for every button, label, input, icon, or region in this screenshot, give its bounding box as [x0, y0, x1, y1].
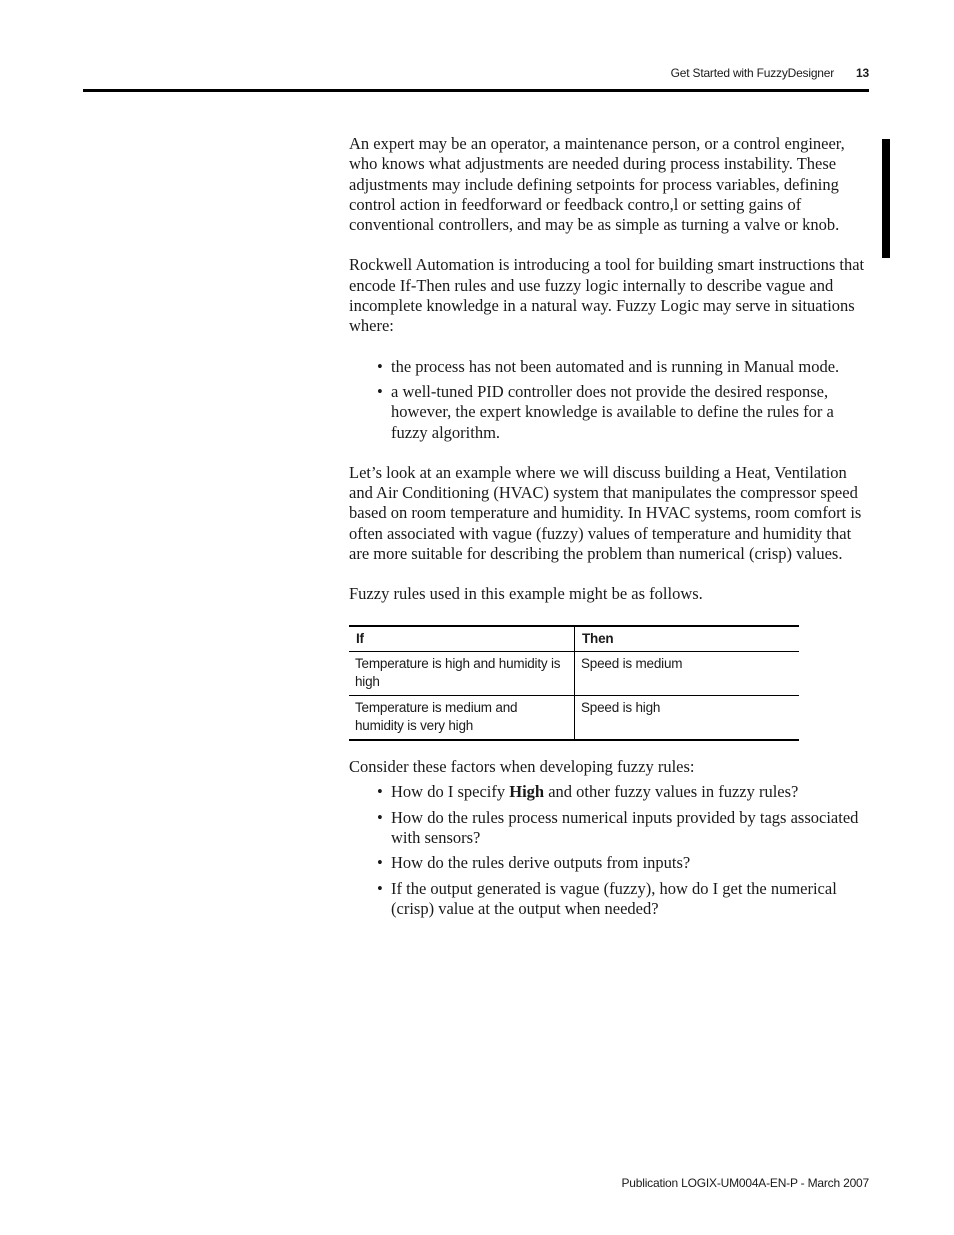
list-item: • the process has not been automated and is running in Manual mode.	[377, 356, 840, 376]
table-row	[349, 652, 799, 696]
body-text	[349, 134, 869, 939]
list-item: • How do the rules process numerical inputs provided by tags associated with sensors?	[377, 807, 859, 848]
paragraph-rules-intro: Fuzzy rules used in this example might be as follows.	[349, 584, 703, 604]
table-cell: Speed is high	[575, 696, 800, 741]
header-rule	[83, 89, 869, 92]
change-bar	[882, 139, 890, 258]
paragraph-expert: An expert may be an operator, a maintenance person, or a control engineer, who knows what adjustments are needed during process instability. These adjustments may include defining setpoints for process variables, defining control action in feedforward or feedback contro,l or setting gains of conventional controllers, and may be as simple as turning a valve or knob.	[349, 134, 845, 235]
publication-footer: Publication LOGIX-UM004A-EN-P - March 2007	[621, 1176, 869, 1190]
paragraph-factors: Consider these factors when developing fuzzy rules:	[349, 757, 695, 777]
bullet-glyph: •	[377, 782, 383, 802]
bullet-glyph: •	[377, 807, 383, 827]
table-header-row	[349, 626, 799, 652]
emphasis-high: High	[509, 782, 545, 802]
table-cell: Temperature is medium and humidity is very high	[349, 696, 575, 741]
paragraph-hvac-example: Let’s look at an example where we will discuss building a Heat, Ventilation and Air Conditioning (HVAC) system that manipulates the compressor speed based on room temperature and humidity. In HVAC systems, room comfort is often associated with vague (fuzzy) values of temperature and humidity that are more suitable for describing the problem than numerical (crisp) values.	[349, 462, 862, 564]
table-cell: Temperature is high and humidity is high	[349, 652, 575, 696]
list-item: • How do the rules derive outputs from inputs?	[377, 853, 691, 873]
page-number: 13	[856, 66, 869, 80]
situations-list	[349, 357, 869, 443]
running-header	[671, 66, 869, 80]
column-header-if: If	[349, 626, 575, 652]
bullet-glyph: •	[377, 356, 383, 376]
paragraph-intro-tool: Rockwell Automation is introducing a tool for building smart instructions that encode If-Then rules and use fuzzy logic internally to describe vague and incomplete knowledge in a natural way. Fuzzy Logic may serve in situations where:	[349, 255, 865, 336]
fuzzy-rules-table	[349, 625, 799, 742]
table-row	[349, 696, 799, 741]
section-title: Get Started with FuzzyDesigner	[670, 66, 835, 80]
column-header-then: Then	[575, 626, 800, 652]
bullet-glyph: •	[377, 381, 383, 401]
list-item: • If the output generated is vague (fuzzy), how do I get the numerical (crisp) value at the output when needed?	[377, 878, 837, 918]
factors-list	[349, 782, 869, 919]
list-item: • How do I specify High and other fuzzy values in fuzzy rules?	[377, 782, 799, 802]
table-cell: Speed is medium	[575, 652, 800, 696]
list-item: • a well-tuned PID controller does not provide the desired response, however, the expert knowledge is available to define the rules for a fuzzy algorithm.	[377, 381, 834, 442]
bullet-glyph: •	[377, 853, 383, 873]
bullet-glyph: •	[377, 878, 383, 898]
